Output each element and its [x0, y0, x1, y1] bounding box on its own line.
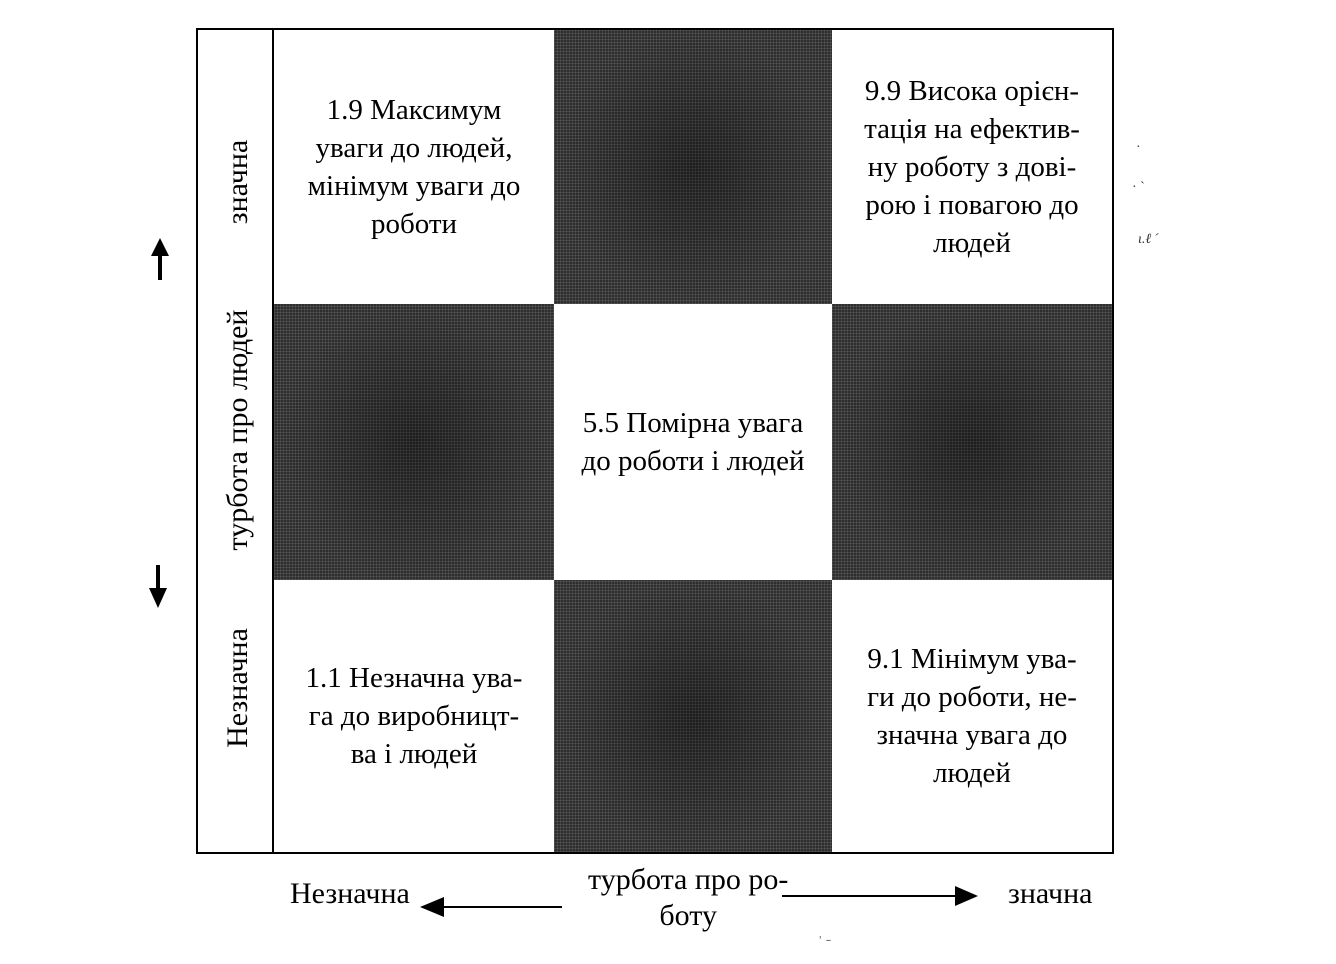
scan-specks-icon: ˒ ˍ [818, 928, 831, 943]
scan-specks-icon: · ˋ [1132, 180, 1145, 195]
vertical-axis-high-label: значна [221, 139, 254, 225]
scan-specks-icon: ι.ℓ ˊ [1138, 232, 1160, 247]
cell-5-5-text: 5.5 Помірна увага до роботи і людей [581, 407, 805, 477]
cell-1-9-text: 1.9 Максимум уваги до людей, мінімум уваги до роботи [307, 94, 521, 240]
cell-9-9-text: 9.9 Висока орієн- тація на ефектив- ну роботу з дові- рою і повагою до людей [864, 75, 1080, 259]
cell-9-1-text: 9.1 Мінімум ува- ги до роботи, не- значна увага до людей [867, 643, 1077, 789]
vertical-axis-title: турбота про людей [221, 309, 254, 551]
vertical-axis-low-label: Незначна [221, 628, 254, 748]
right-arrow-icon [782, 886, 978, 906]
cell-1-1-text: 1.1 Незначна ува- га до виробницт- ва і людей [305, 662, 523, 770]
left-arrow-icon [420, 897, 562, 917]
horizontal-axis-low-label: Незначна [290, 877, 410, 910]
down-arrow-icon [149, 565, 167, 608]
horizontal-axis-high-label: значна [1008, 877, 1093, 910]
up-arrow-icon [151, 238, 169, 280]
horizontal-axis-title: турбота про ро- боту [588, 863, 789, 932]
scan-specks-icon: · [1136, 140, 1141, 155]
